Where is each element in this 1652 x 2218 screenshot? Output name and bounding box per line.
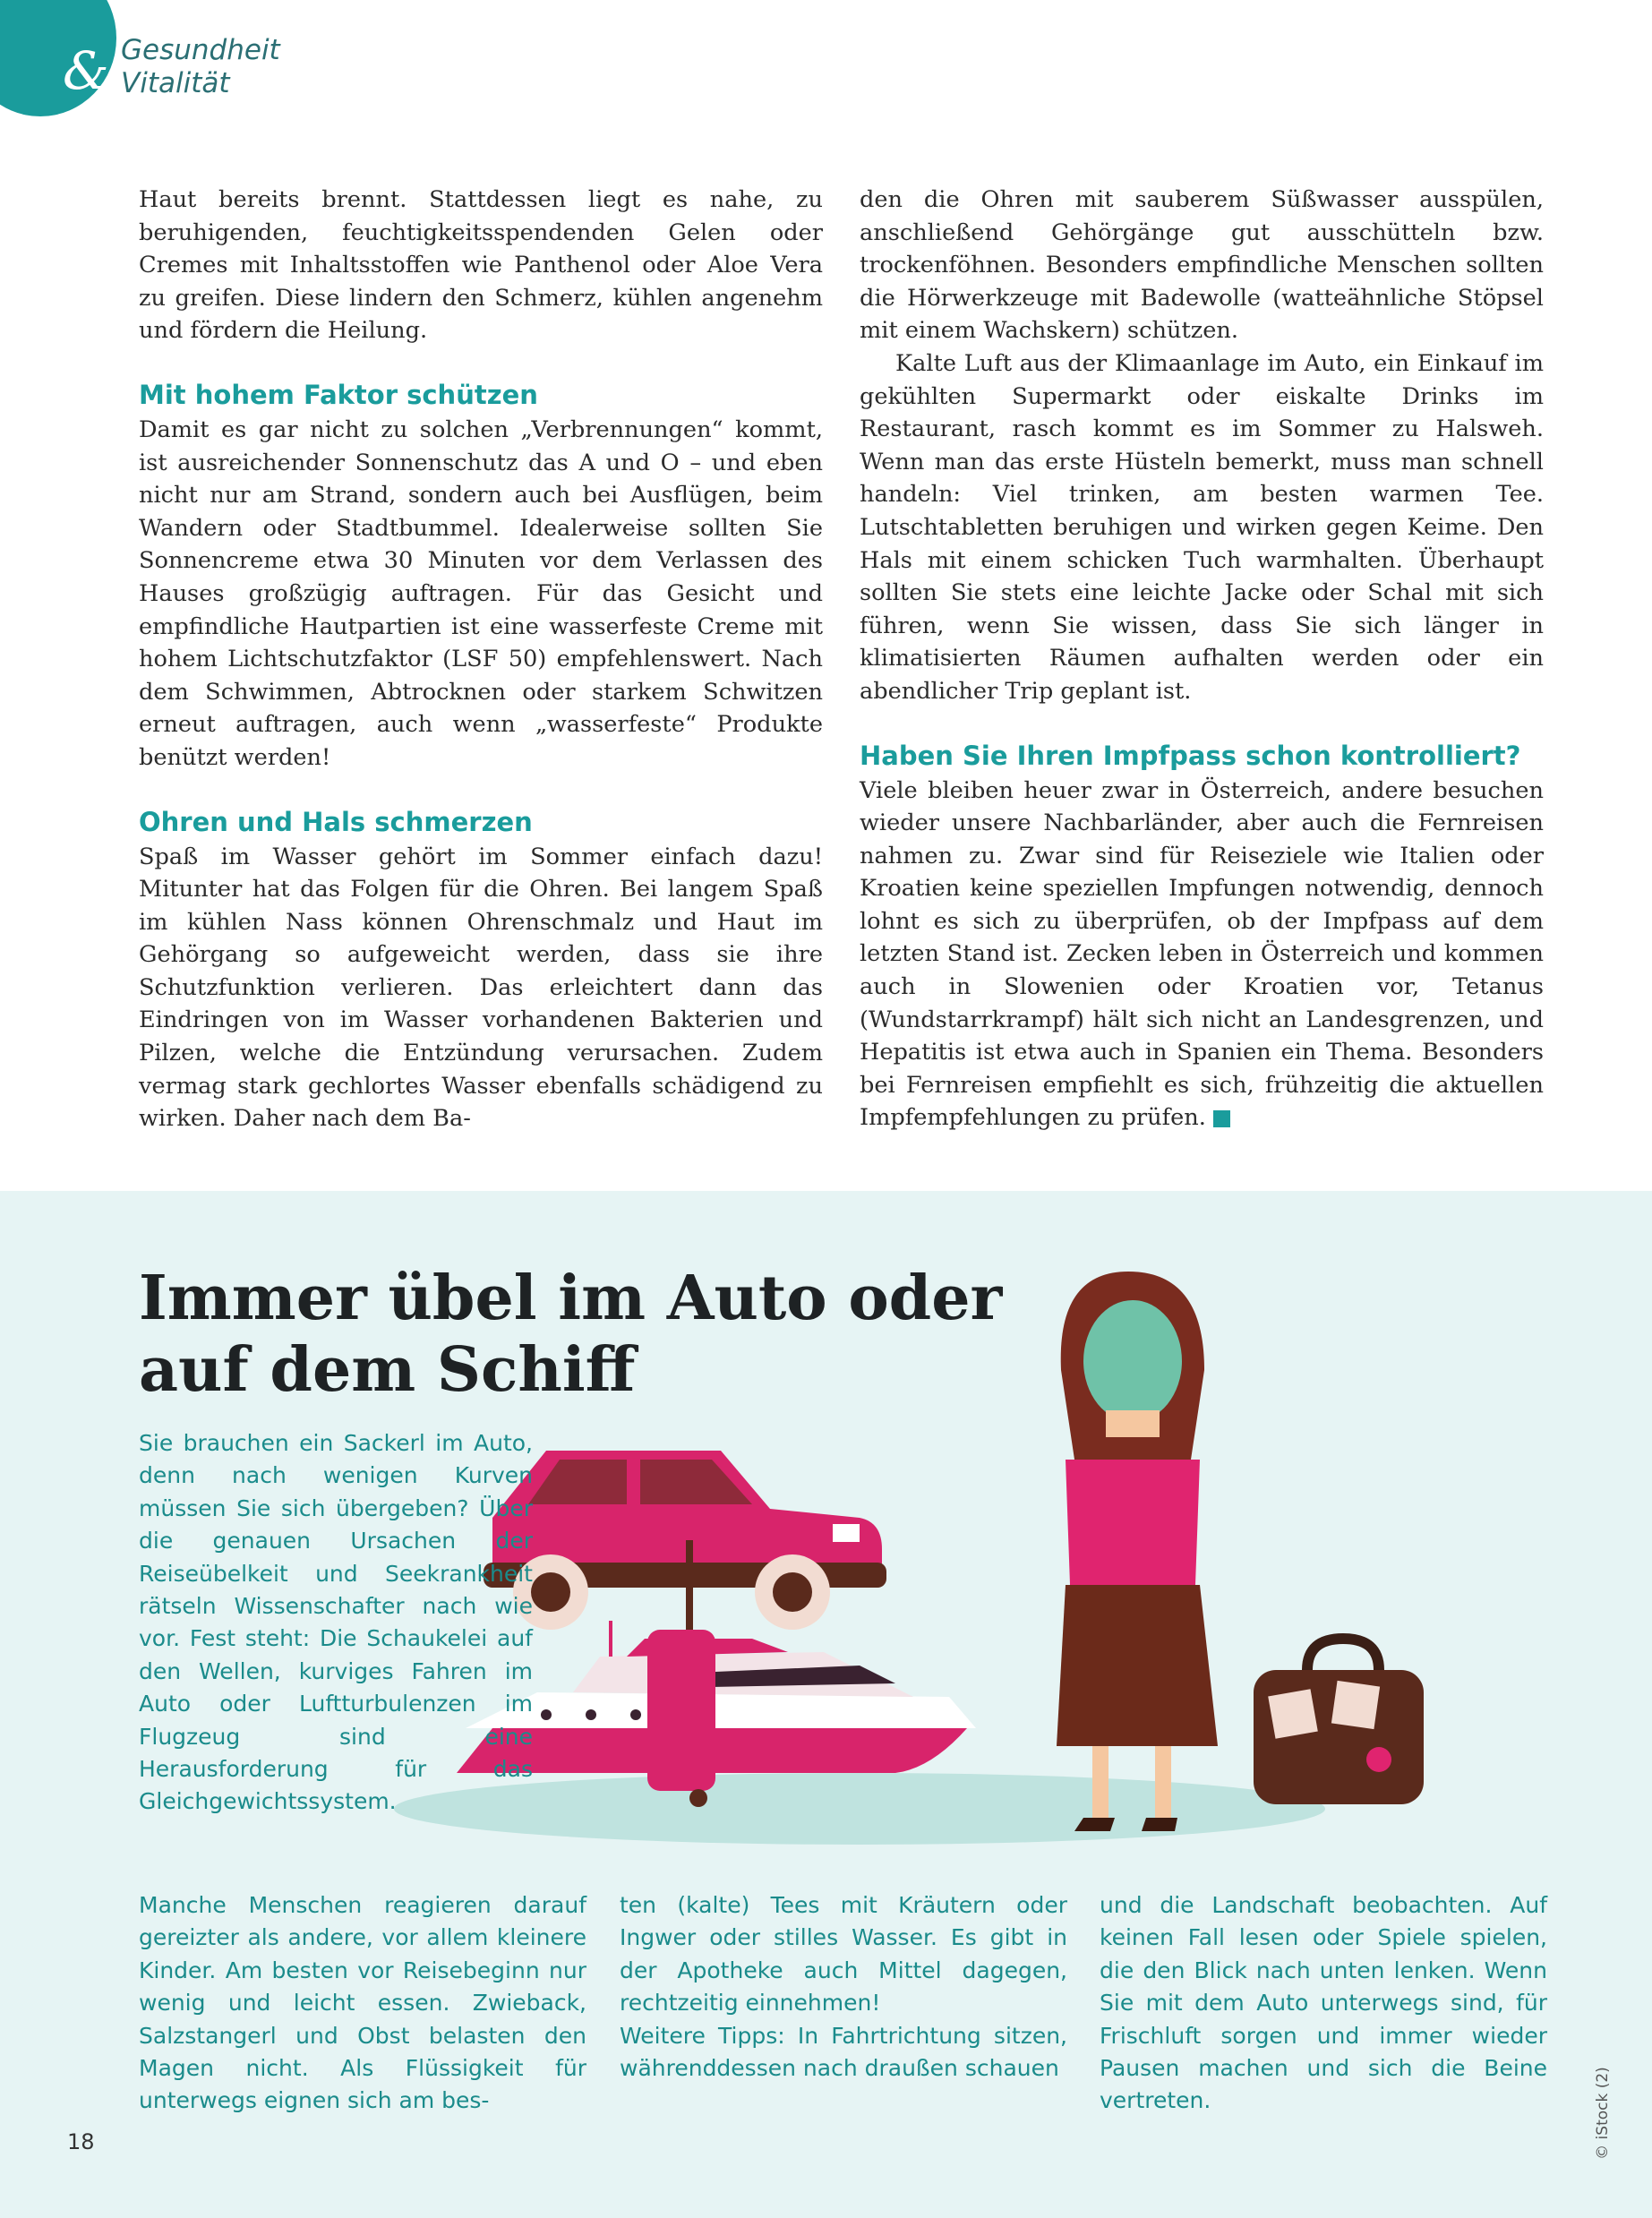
article-right-column: [860, 184, 1544, 1135]
yacht-icon: [457, 1621, 976, 1773]
section-logo-ampersand: &: [63, 40, 109, 101]
car-icon: [484, 1451, 886, 1630]
box-column-text: Weitere Tipps: In Fahrtrichtung sitzen, währenddessen nach draußen schauen: [620, 2022, 1067, 2082]
box-intro-text: Sie brauchen ein Sackerl im Auto, denn nach wenigen Kurven müssen Sie sich übergeben? Über die genauen Ursachen der Reiseübelkeit und Seekrankheit rätseln Wissenschafter nach wie vor. Fest steht: Die Schaukelei auf den Wellen, kurviges Fahren im Auto oder Luftturbulenzen im Flugzeug sind eine Herausforderung für das Gleichgewichtssystem.: [139, 1430, 533, 1815]
article-paragraph: den die Ohren mit sauberem Süßwasser ausspülen, anschließend Gehörgänge gut ausschütteln bzw. trockenföhnen. Besonders empfindliche Menschen sollten die Hörwerkzeuge mit Badewolle (watteähnliche Stöpsel mit einem Wachskern) schützen.: [860, 186, 1544, 345]
image-credit-text: © iStock (2): [1594, 2067, 1612, 2160]
article-paragraph-final: [860, 775, 1544, 1135]
article-paragraph: Spaß im Wasser gehört im Sommer einfach dazu! Mitunter hat das Folgen für die Ohren. Bei langem Spaß im kühlen Nass können Ohrenschmalz und Haut im Gehörgang so aufgeweicht werden, dass sie ihre Schutzfunktion verlieren. Das erleichtert dann das Eindringen von im Wasser vorhandenen Bakterien und Pilzen, welche die Entzündung verursachen. Zudem vermag stark gechlortes Wasser ebenfalls schädigend zu wirken. Daher nach dem Ba-: [139, 843, 823, 1133]
article-paragraph: Damit es gar nicht zu solchen „Verbrennungen“ kommt, ist ausreichender Sonnenschutz das A und O – und eben nicht nur am Strand, sondern auch bei Ausflügen, beim Wandern oder Stadtbummel. Idealerweise sollten Sie Sonnencreme etwa 30 Minuten vor dem Verlassen des Hauses großzügig auftragen. Für das Gesicht und empfindliche Hautpartien ist eine wasserfeste Creme mit hohem Lichtschutzfaktor (LSF 50) empfehlenswert. Nach dem Schwimmen, Abtrocknen oder starkem Schwitzen erneut auftragen, auch wenn „wasserfeste“ Produkte benützt werden!: [139, 415, 823, 771]
box-column-2: [620, 1889, 1067, 2085]
article-paragraph: Haut bereits brennt. Stattdessen liegt es nahe, zu beruhigenden, feuchtigkeitsspendenden Gelen oder Cremes mit Inhaltsstoffen wie Panthenol oder Aloe Vera zu greifen. Diese lindern den Schmerz, kühlen angenehm und fördern die Heilung.: [139, 186, 823, 345]
box-column-text: ten (kalte) Tees mit Kräutern oder Ingwer oder stilles Wasser. Es gibt in der Apotheke auch Mittel dagegen, rechtzeitig einnehmen!: [620, 1892, 1067, 2017]
article-paragraph: Kalte Luft aus der Klimaanlage im Auto, ein Einkauf im gekühlten Supermarkt oder eiskalte Drinks im Restaurant, rasch kommt es im Sommer zu Halsweh. Wenn man das erste Hüsteln bemerkt, muss man schnell handeln: Viel trinken, am besten warmen Tee. Lutschtabletten beruhigen und wirken gegen Keime. Den Hals mit einem schicken Tuch warmhalten. Überhaupt sollten Sie stets eine leichte Jacke oder Schal mit sich führen, wenn Sie wissen, dass Sie sich länger in klimatisierten Räumen aufhalten werden oder ein abendlicher Trip geplant ist.: [860, 349, 1544, 705]
box-column-text: Manche Menschen reagieren darauf gereizter als andere, vor allem kleinere Kinder. Am besten vor Reisebeginn nur wenig und leicht essen. Zwieback, Salzstangerl und Obst belasten den Magen nicht. Als Flüssigkeit für unterwegs eignen sich am bes-: [139, 1892, 586, 2114]
box-column-1: [139, 1889, 586, 2118]
square-end-marker-icon: [1213, 1110, 1230, 1127]
box-column-3: [1100, 1889, 1547, 2118]
image-credit: [1589, 2033, 1616, 2203]
section-label-line2: Vitalität: [121, 67, 230, 99]
box-title: Immer übel im Auto oder auf dem Schiff: [139, 1263, 1003, 1406]
woman-figure: [1057, 1272, 1218, 1831]
page-number: 18: [67, 2129, 95, 2154]
brown-travel-bag-icon: [1254, 1639, 1424, 1804]
water-ellipse: [394, 1773, 1325, 1845]
subheading-sun-protection: Mit hohem Faktor schützen: [139, 379, 538, 410]
box-column-text: und die Landschaft beobachten. Auf keinen Fall lesen oder Spiele spielen, die den Blick nach unten lenken. Wenn Sie mit dem Auto unterwegs sind, für Frischluft sorgen und immer wieder Pausen machen und sich die Beine vertreten.: [1100, 1892, 1547, 2114]
subheading-ears-throat: Ohren und Hals schmerzen: [139, 806, 533, 837]
section-label: [121, 34, 280, 100]
article-paragraph-text: Viele bleiben heuer zwar in Österreich, andere besuchen wieder unsere Nachbarländer, aber auch die Fernreisen nahmen zu. Zwar sind für Reiseziele wie Italien oder Kroatien keine speziellen Impfungen notwendig, dennoch lohnt es sich zu überprüfen, ob der Impfpass auf dem letzten Stand ist. Zecken leben in Österreich und kommen auch in Slowenien oder Kroatien vor, Tetanus (Wundstarrkrampf) hält sich nicht an Landesgrenzen, und Hepatitis ist etwa auch in Spanien ein Thema. Besonders bei Fernreisen empfiehlt es sich, frühzeitig die aktuellen Impfempfehlungen zu prüfen.: [860, 776, 1544, 1132]
section-label-line1: Gesundheit: [121, 34, 280, 66]
subheading-vaccination: Haben Sie Ihren Impfpass schon kontrolliert?: [860, 740, 1521, 771]
article-left-column: [139, 184, 823, 1135]
